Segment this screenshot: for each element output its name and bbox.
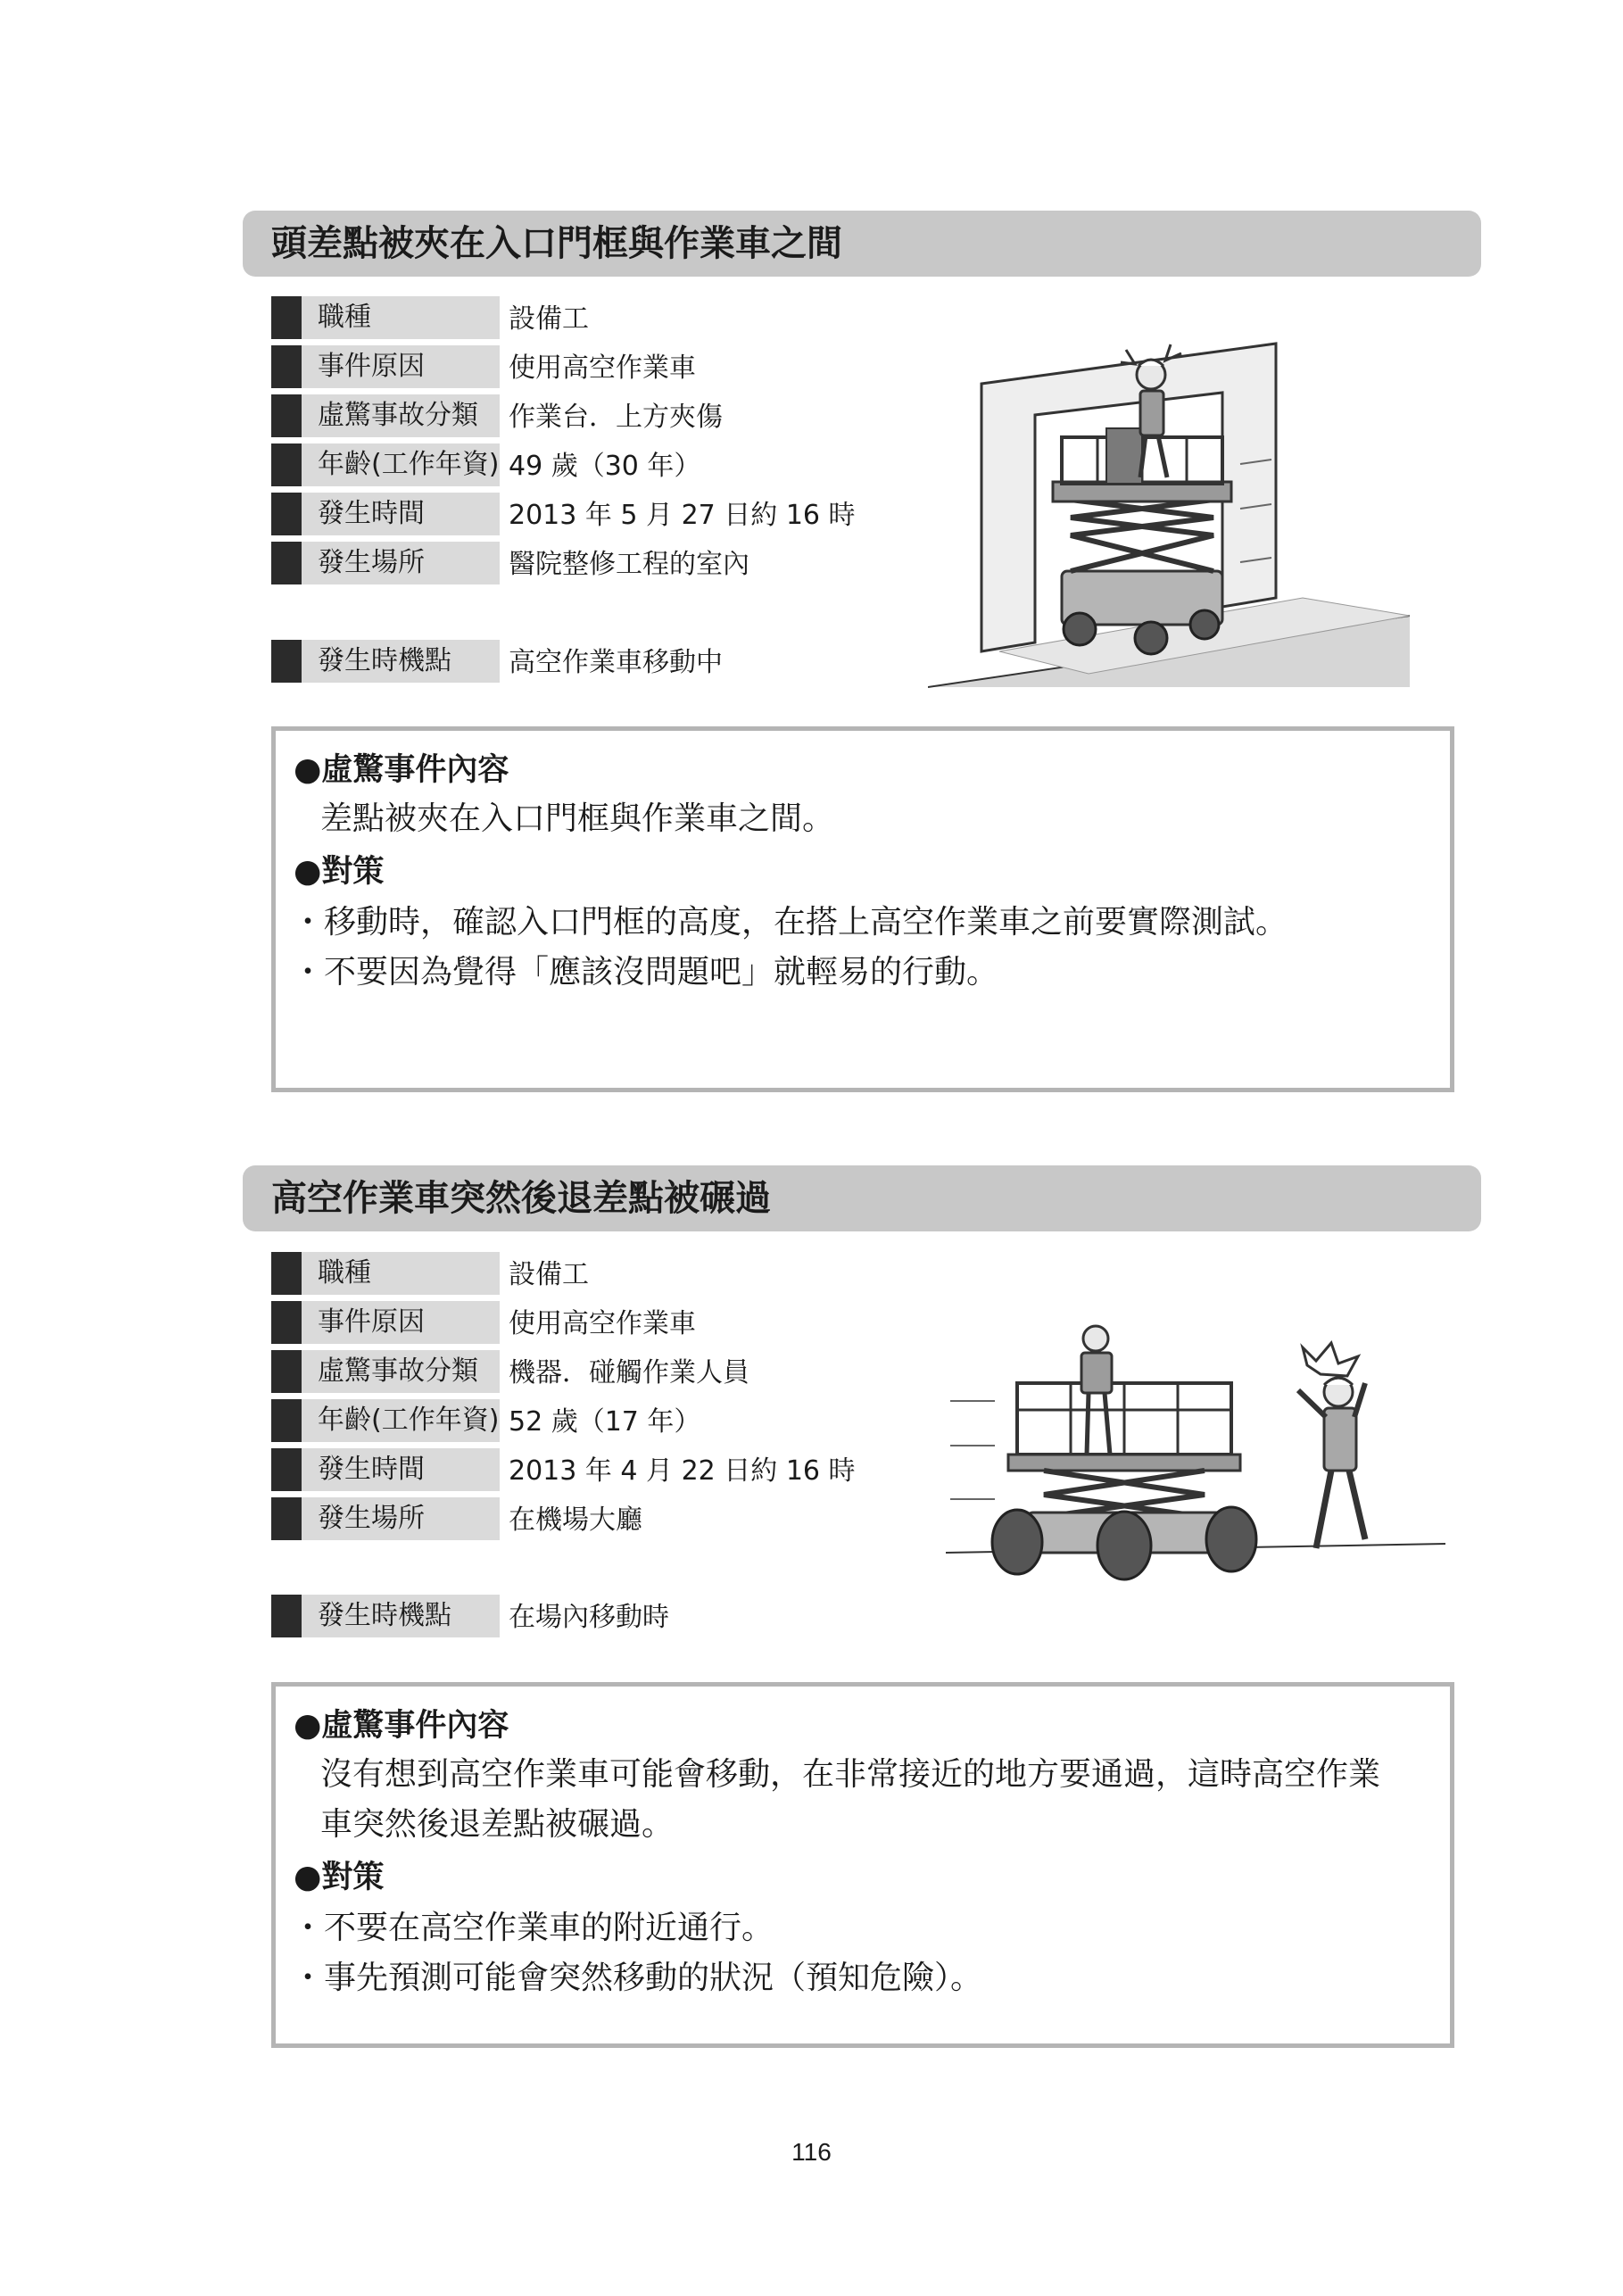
info-value: 設備工: [509, 303, 589, 335]
case-section-2: [0, 955, 1623, 1996]
measure-item: ・事先預測可能會突然移動的狀況（預知危險）。: [292, 1960, 983, 1996]
measure-item: ・不要在高空作業車的附近通行。: [292, 1910, 774, 1946]
incident-box: [271, 1682, 1454, 2048]
info-label: 發生場所: [302, 1497, 500, 1540]
measures-heading: [294, 847, 384, 891]
info-value: 49 歲（30 年）: [509, 451, 701, 482]
info-value: 2013 年 4 月 22 日約 16 時: [509, 1455, 856, 1487]
row-marker: [271, 296, 302, 339]
info-label: 年齡(工作年資): [302, 1399, 500, 1442]
info-label: 發生場所: [302, 542, 500, 584]
info-value: 機器．碰觸作業人員: [509, 1357, 749, 1388]
info-value: 高空作業車移動中: [509, 647, 723, 678]
info-label: 職種: [302, 1252, 500, 1295]
content-heading-text: 虛驚事件內容: [321, 1708, 509, 1744]
measures-heading: [294, 1853, 384, 1897]
row-marker: [271, 1399, 302, 1442]
measure-item: ・不要因為覺得「應該沒問題吧」就輕易的行動。: [292, 954, 999, 991]
content-line: 差點被夾在入口門框與作業車之間。: [320, 800, 835, 837]
scissor-lift-doorframe-illustration: [928, 330, 1410, 696]
info-value: 2013 年 5 月 27 日約 16 時: [509, 500, 856, 531]
content-line: 車突然後退差點被碾過。: [320, 1806, 675, 1843]
info-value: 在場內移動時: [509, 1602, 669, 1633]
scissor-lift-backing-illustration: [946, 1312, 1445, 1606]
row-marker: [271, 345, 302, 388]
info-label: 事件原因: [302, 345, 500, 388]
bullet-circle-icon: ●: [294, 1707, 322, 1744]
row-marker: [271, 1301, 302, 1344]
info-value: 52 歲（17 年）: [509, 1406, 701, 1438]
bullet-circle-icon: ●: [294, 853, 322, 890]
info-label: 發生時間: [302, 493, 500, 535]
row-marker: [271, 1497, 302, 1540]
info-value: 使用高空作業車: [509, 352, 696, 384]
measures-heading-text: 對策: [321, 1860, 385, 1895]
case-title-bar: [243, 211, 1481, 277]
row-marker: [271, 640, 302, 683]
row-marker: [271, 1595, 302, 1637]
row-marker: [271, 443, 302, 486]
row-marker: [271, 493, 302, 535]
page-number: 116: [791, 2138, 832, 2166]
info-value: 設備工: [509, 1259, 589, 1290]
case-title-bar: [243, 1165, 1481, 1231]
info-label: 職種: [302, 296, 500, 339]
row-marker: [271, 542, 302, 584]
content-heading-text: 虛驚事件內容: [321, 752, 509, 788]
info-label: 發生時機點: [302, 1595, 500, 1637]
info-value: 在機場大廳: [509, 1504, 642, 1536]
info-value: 醫院整修工程的室內: [509, 549, 749, 580]
info-label: 發生時間: [302, 1448, 500, 1491]
bullet-circle-icon: ●: [294, 751, 322, 788]
content-heading: [294, 745, 509, 790]
measures-heading-text: 對策: [321, 854, 385, 890]
info-value: 作業台．上方夾傷: [509, 402, 723, 433]
info-label: 虛驚事故分類: [302, 1350, 500, 1393]
info-label: 發生時機點: [302, 640, 500, 683]
info-label: 虛驚事故分類: [302, 394, 500, 437]
row-marker: [271, 394, 302, 437]
measure-item: ・移動時，確認入口門框的高度，在搭上高空作業車之前要實際測試。: [292, 904, 1288, 941]
case-title: 高空作業車突然後退差點被碾過: [271, 1178, 771, 1219]
content-heading: [294, 1701, 509, 1745]
row-marker: [271, 1252, 302, 1295]
case-title: 頭差點被夾在入口門框與作業車之間: [271, 223, 842, 264]
row-marker: [271, 1448, 302, 1491]
case-section-1: [0, 0, 1623, 991]
content-line: 沒有想到高空作業車可能會移動，在非常接近的地方要通過，這時高空作業: [320, 1756, 1381, 1793]
info-label: 年齡(工作年資): [302, 443, 500, 486]
row-marker: [271, 1350, 302, 1393]
info-value: 使用高空作業車: [509, 1308, 696, 1339]
info-label: 事件原因: [302, 1301, 500, 1344]
bullet-circle-icon: ●: [294, 1859, 322, 1895]
